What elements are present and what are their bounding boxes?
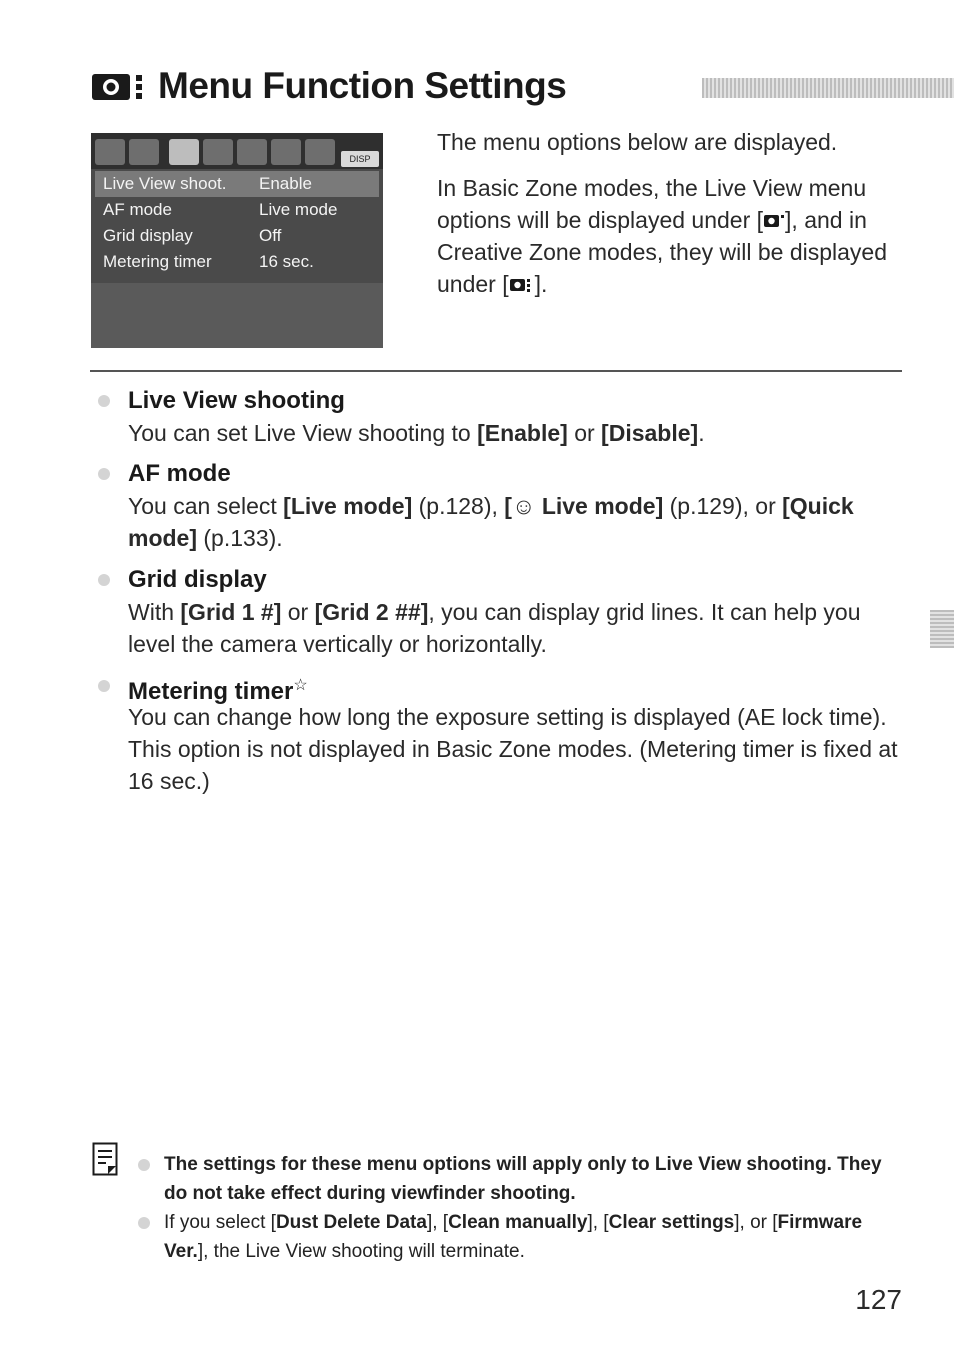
note-text: ], the Live View shooting will terminate. (197, 1241, 525, 1262)
memo-icon (92, 1142, 118, 1176)
option-firmware-ver: Firmware Ver. (164, 1212, 863, 1262)
body-text: (p.128), (412, 493, 505, 519)
menu-row-value: 16 sec. (259, 252, 314, 271)
bullet-icon (138, 1159, 150, 1171)
menu-screen-image (91, 133, 383, 348)
bullet-icon (138, 1217, 150, 1229)
option-grid-2: [Grid 2 ##] (314, 599, 429, 625)
bullet-icon (98, 680, 110, 692)
menu-tab (271, 139, 301, 165)
option-quick-mode: [Quick mode] (128, 493, 854, 551)
note-text: ], [ (587, 1212, 609, 1233)
intro-text: ], and in Creative Zone modes, they will be displayed under [ (437, 207, 888, 297)
note-1: The settings for these menu options will apply only to Live View shooting. They do not take effect during viewfinder shooting. (164, 1154, 882, 1204)
option-disable: [Disable] (601, 420, 699, 446)
option-grid-1: [Grid 1 #] (180, 599, 282, 625)
bullet-icon (98, 395, 110, 407)
note-text: ], [ (426, 1212, 449, 1233)
menu-row-label: AF mode (103, 200, 172, 219)
item-heading-af-mode: AF mode (128, 460, 231, 487)
body-text: , you can display grid lines. It can help you level the camera vertically or horizontally. (128, 599, 861, 657)
intro-paragraph (437, 172, 907, 300)
menu-empty-area (91, 283, 383, 348)
camera-menu-icon (90, 70, 152, 104)
body-text: or (281, 599, 315, 625)
body-text: (p.129), or (663, 493, 783, 519)
intro-line: The menu options below are displayed. (437, 129, 838, 155)
item-heading-live-view: Live View shooting (128, 387, 345, 414)
menu-row (95, 197, 379, 223)
body-text: or (567, 420, 602, 446)
menu-tab (129, 139, 159, 165)
intro-text: ]. (534, 271, 548, 297)
option-clear-settings: Clear settings (608, 1212, 735, 1233)
note-text: If you select [ (164, 1212, 276, 1233)
item-body-metering: You can change how long the exposure setting is displayed (AE lock time). This option is not displayed in Basic Zone modes. (Metering timer is fixed at 16 sec.) (128, 704, 898, 794)
body-text: With (128, 599, 181, 625)
option-dust-delete-data: Dust Delete Data (275, 1212, 427, 1233)
bullet-icon (98, 468, 110, 480)
menu-tabs (91, 133, 383, 169)
menu-tab (305, 139, 335, 165)
page-number: 127 (855, 1284, 902, 1315)
item-body-grid (128, 596, 903, 660)
menu-tab (95, 139, 125, 165)
menu-row-label: Live View shoot. (103, 174, 227, 193)
heading-text: Metering timer (128, 678, 294, 705)
chapter-tab (930, 610, 954, 648)
menu-row (95, 249, 379, 275)
body-text: You can set Live View shooting to (128, 420, 478, 446)
option-clean-manually: Clean manually (448, 1212, 588, 1233)
star-icon: ☆ (293, 677, 308, 694)
page-title: Menu Function Settings (158, 65, 567, 106)
menu-row-label: Grid display (103, 226, 193, 245)
menu-tab-active (169, 139, 199, 165)
option-enable: [Enable] (477, 420, 568, 446)
menu-row (95, 223, 379, 249)
option-face-live-mode: [☺ Live mode] (504, 493, 664, 519)
menu-row-value: Live mode (259, 200, 338, 219)
item-body-af-mode (128, 490, 903, 554)
bullet-icon (98, 574, 110, 586)
menu-tab (203, 139, 233, 165)
note-2 (164, 1208, 884, 1266)
option-live-mode: [Live mode] (283, 493, 413, 519)
camera-tab-2-icon (509, 276, 535, 294)
disp-badge: DISP (341, 151, 379, 167)
page-header (90, 62, 902, 110)
item-body-live-view (128, 417, 903, 449)
body-text: . (698, 420, 705, 446)
menu-tab (237, 139, 267, 165)
menu-row-value: Off (259, 226, 282, 245)
menu-row-label: Metering timer (103, 252, 212, 271)
intro-text: In Basic Zone modes, the Live View menu options will be displayed under [ (437, 175, 867, 233)
menu-row (95, 171, 379, 197)
menu-row-value: Enable (259, 174, 312, 193)
camera-tab-1-icon (763, 212, 785, 230)
section-divider (90, 370, 902, 372)
body-text: (p.133). (197, 525, 283, 551)
title-rule (702, 78, 954, 98)
body-text: You can select (128, 493, 284, 519)
item-heading-grid: Grid display (128, 566, 267, 593)
note-text: ], or [ (734, 1212, 778, 1233)
